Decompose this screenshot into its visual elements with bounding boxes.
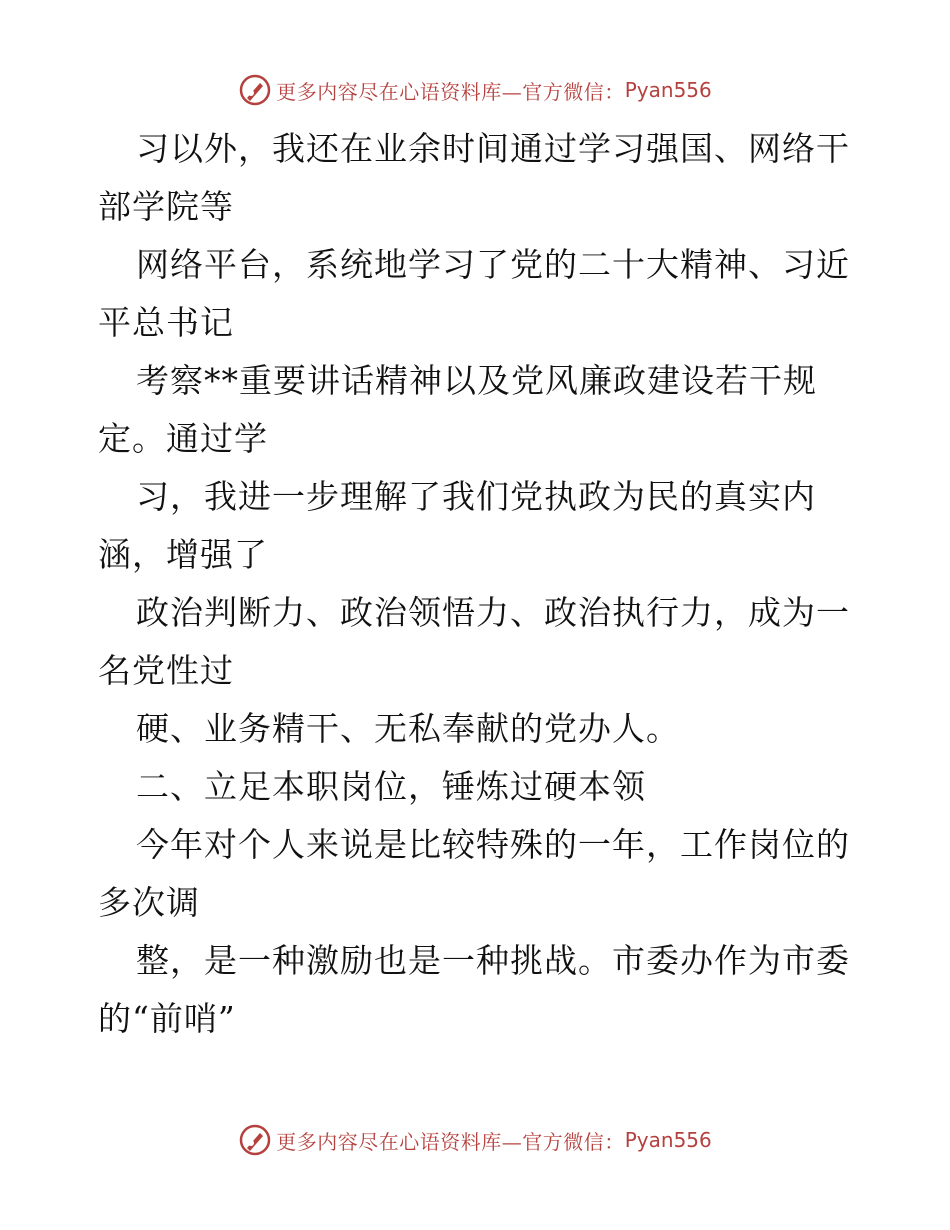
paragraph-line: 考察**重要讲话精神以及党风廉政建设若干规 [136,361,817,400]
paragraph-line: 名党性过 [98,651,234,690]
paragraph-line: 今年对个人来说是比较特殊的一年，工作岗位的 [136,825,850,864]
pen-logo-icon [238,73,272,107]
document-body [98,120,858,1048]
watermark-id: Pyan556 [624,78,712,102]
section-heading: 二、立足本职岗位，锤炼过硬本领 [136,767,646,806]
watermark-text: 更多内容尽在心语资料库—官方微信： [276,1129,625,1154]
watermark-text: 更多内容尽在心语资料库—官方微信： [276,79,625,104]
header-watermark [0,70,950,110]
paragraph-line: 网络平台，系统地学习了党的二十大精神、习近 [136,245,850,284]
paragraph-line: 部学院等 [98,187,234,226]
paragraph-line: 定。通过学 [98,419,268,458]
paragraph-line: 习以外，我还在业余时间通过学习强国、网络干 [136,129,850,168]
footer-watermark [0,1120,950,1160]
paragraph-line: 涵，增强了 [98,535,268,574]
paragraph-line: 习，我进一步理解了我们党执政为民的真实内 [136,477,816,516]
paragraph-line: 多次调 [98,883,200,922]
watermark-id: Pyan556 [624,1128,712,1152]
pen-logo-icon [238,1123,272,1157]
paragraph-line: 平总书记 [98,303,234,342]
paragraph-line: 政治判断力、政治领悟力、政治执行力，成为一 [136,593,850,632]
paragraph-line: 整，是一种激励也是一种挑战。市委办作为市委 [136,941,850,980]
paragraph-line: 的“前哨” [98,999,236,1038]
paragraph-line: 硬、业务精干、无私奉献的党办人。 [136,709,680,748]
